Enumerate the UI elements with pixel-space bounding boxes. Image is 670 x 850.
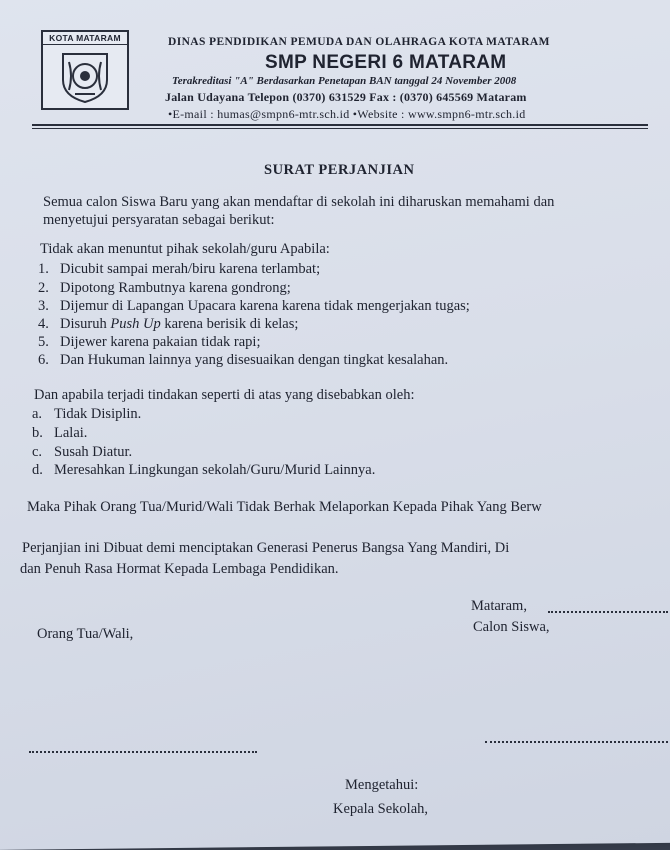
accreditation-line: Terakreditasi "A" Berdasarkan Penetapan BAN tanggal 24 November 2008: [172, 75, 517, 87]
address-line: Jalan Udayana Telepon (0370) 631529 Fax : (0370) 645569 Mataram: [165, 90, 527, 104]
parent-signature-line: [29, 751, 257, 753]
cause-item: a. Tidak Disiplin.: [32, 406, 142, 422]
city-emblem-logo: [41, 30, 129, 110]
school-name: SMP NEGERI 6 MATARAM: [265, 52, 507, 73]
letterhead-divider-thin: [32, 128, 648, 129]
condition-item: 5. Dijewer karena pakaian tidak rapi;: [38, 334, 261, 350]
causes-intro: Dan apabila terjadi tindakan seperti di atas yang disebabkan oleh:: [34, 387, 415, 403]
emblem-icon: [57, 48, 113, 104]
intro-line-1: Semua calon Siswa Baru yang akan mendaftar di sekolah ini diharuskan memahami dan: [43, 194, 555, 210]
consequence-statement: Maka Pihak Orang Tua/Murid/Wali Tidak Berhak Melaporkan Kepada Pihak Yang Berw: [27, 499, 542, 515]
condition-item: 4. Disuruh Push Up karena berisik di kelas;: [38, 316, 299, 332]
student-label: Calon Siswa,: [473, 619, 550, 635]
condition-item: 3. Dijemur di Lapangan Upacara karena karena tidak mengerjakan tugas;: [38, 298, 470, 314]
document-title: SURAT PERJANJIAN: [264, 162, 415, 178]
cause-item: c. Susah Diatur.: [32, 444, 133, 460]
parent-label: Orang Tua/Wali,: [37, 626, 134, 642]
conditions-intro: Tidak akan menuntut pihak sekolah/guru Apabila:: [40, 241, 330, 257]
condition-item: 2. Dipotong Rambutnya karena gondrong;: [38, 280, 291, 296]
acknowledge-label: Mengetahui:: [345, 777, 419, 793]
closing-line-1: Perjanjian ini Dibuat demi menciptakan Generasi Penerus Bangsa Yang Mandiri, Di: [22, 540, 510, 556]
place-date-label: Mataram,: [471, 598, 527, 614]
date-blank-line: [548, 611, 668, 613]
agency-name: DINAS PENDIDIKAN PEMUDA DAN OLAHRAGA KOTA MATARAM: [168, 36, 550, 48]
condition-item: 1. Dicubit sampai merah/biru karena terlambat;: [38, 261, 321, 277]
intro-line-2: menyetujui persyaratan sebagai berikut:: [43, 212, 275, 228]
cause-item: b. Lalai.: [32, 425, 88, 441]
logo-label: KOTA MATARAM: [43, 32, 127, 45]
condition-item: 6. Dan Hukuman lainnya yang disesuaikan dengan tingkat kesalahan.: [38, 352, 449, 368]
closing-line-2: dan Penuh Rasa Hormat Kepada Lembaga Pendidikan.: [20, 561, 339, 577]
student-signature-line: [485, 741, 668, 743]
principal-label: Kepala Sekolah,: [333, 801, 429, 817]
cause-item: d. Meresahkan Lingkungan sekolah/Guru/Murid Lainnya.: [32, 462, 376, 478]
contact-line: •E-mail : humas@smpn6-mtr.sch.id •Website : www.smpn6-mtr.sch.id: [168, 107, 526, 121]
letterhead-divider: [32, 124, 648, 126]
